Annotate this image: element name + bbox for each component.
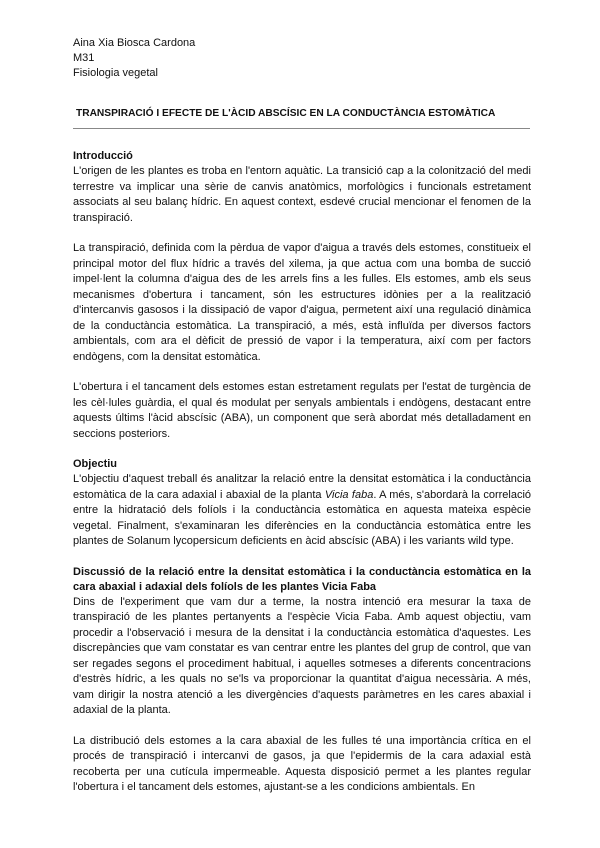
discussion-paragraph-1: Dins de l'experiment que vam dur a terme, la nostra intenció era mesurar la taxa de transpiració de les plantes pertanyents a l'espècie Vicia Faba. Amb aquest objectiu, vam procedir a l'observació i mesura de la densitat i la conductància estomàtica d'aquestes. Les discrepàncies que vam constatar es van centrar entre les plantes del grup de control, que van ser regades segons el procediment habitual, i aquelles sotmeses a diferents concentracions d'estrès hídric, a les quals no se'ls va proporcionar la quantitat d'aigua necessària. A més, vam dirigir la nostra atenció a les divergències d'aquests paràmetres en les cares abaxial i adaxial de la planta. [73,595,531,716]
intro-paragraph-2: La transpiració, definida com la pèrdua de vapor d'aigua a través dels estomes, constitueix el principal motor del flux hídric a través del xilema, ja que actua com una bomba de succió impel·lent la columna d'aigua des de les arrels fins a les fulles. Els estomes, amb els seus mecanismes d'obertura i tancament, són les estructures idònies per a la realització d'intercanvis gasosos i la dissipació de vapor d'aigua, permetent així una regulació dinàmica de la conductància estomàtica. La transpiració, a més, està influïda per diversos factors ambientals, com ara el dèficit de pressió de vapor i la temperatura, així com per factors endògens, com la densitat estomàtica. [73,242,531,363]
discussion-paragraph-2: La distribució dels estomes a la cara abaxial de les fulles té una importància crítica en el procés de transpiració i intercanvi de gasos, ja que l'epidermis de la cara adaxial està recoberta per una cutícula impermeable. Aquesta disposició permet a les plantes regular l'obertura i el tancament dels estomes, ajustant-se a les condicions ambientals. En [73,734,531,793]
intro-heading: Introducció [73,150,133,162]
course-name: Fisiologia vegetal [73,67,158,79]
author-name: Aina Xia Biosca Cardona [73,37,196,49]
objective-paragraph [73,472,531,550]
species-name: Vicia faba [324,488,374,501]
document-title: TRANSPIRACIÓ I EFECTE DE L'ÀCID ABSCÍSIC EN LA CONDUCTÀNCIA ESTOMÀTICA [76,108,496,119]
objective-heading: Objectiu [73,458,118,470]
document-page [73,36,531,796]
intro-paragraph-1: L'origen de les plantes es troba en l'entorn aquàtic. La transició cap a la colonització del medi terrestre va implicar una sèrie de canvis anatòmics, morfològics i funcionals estretament associats al seu balanç hídric. En aquest context, esdevé crucial mencionar el fenomen de la transpiració. [73,165,531,224]
discussion-heading: Discussió de la relació entre la densitat estomàtica i la conductància estomàtica en la cara abaxial i adaxial dels folíols de les plantes Vicia Faba [73,565,531,593]
intro-paragraph-3: L'obertura i el tancament dels estomes estan estretament regulats per l'estat de turgència de les cèl·lules guàrdia, el qual és modulat per senyals ambientals i endògens, destacant entre aquests últims l'àcid abscísic (ABA), un component que serà abordat més detalladament en seccions posteriors. [73,381,531,440]
objective-text-a: L'objectiu d'aquest treball és analitzar la relació entre la densitat estomàtica i la conductància estomàtica de la cara adaxial i abaxial de la planta [73,473,531,501]
objective-text-b: . A més, s'abordarà la correlació entre la hidratació dels folíols i la conductància estomàtica en aquesta mateixa espècie vegetal. Finalment, s'examinaran les diferències en la conductància estomàtica entre les plantes de Solanum lycopersicum deficients en àcid abscísic (ABA) i les variants wild type. [73,488,532,547]
group-code: M31 [73,52,95,64]
